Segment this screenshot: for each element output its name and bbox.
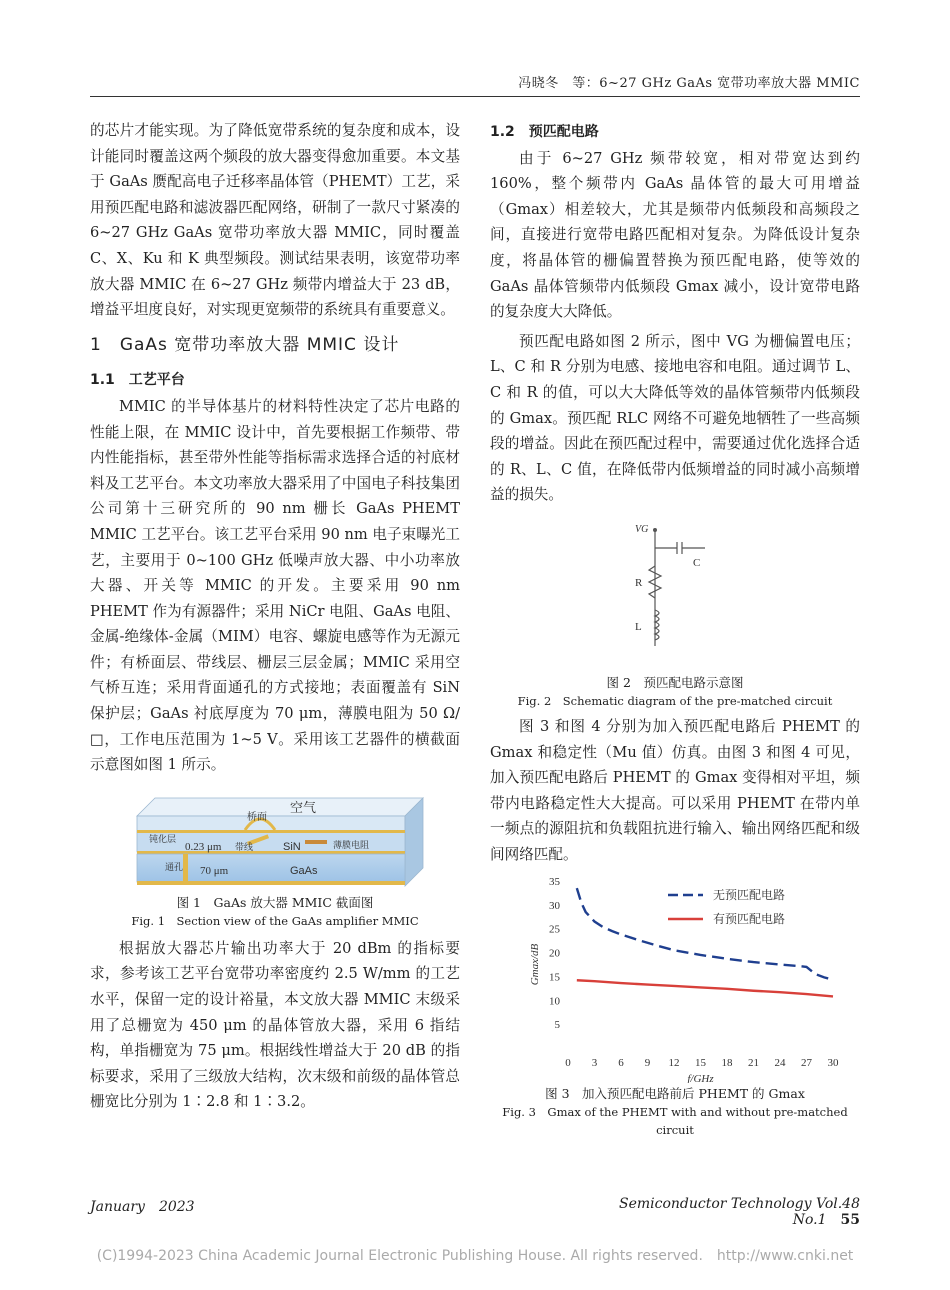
label-stripline: 带线 (235, 841, 254, 852)
y-tick-label: 30 (548, 900, 560, 913)
label-air: 空气 (290, 799, 317, 815)
label-l: L (635, 620, 642, 633)
paragraph-intro-end: 的芯片才能实现。为了降低宽带系统的复杂度和成本，设计能同时覆盖这两个频段的放大器变得愈加重要。本文基于 GaAs 赝配高电子迁移率晶体管（PHEMT）工艺，采用预匹配电路和滤波器匹配网络，研制了一款尺寸紧凑的 6~27 GHz GaAs 宽带功率放大器 MMIC，同时覆盖 C、X、Ku 和 K 典型频段。测试结果表明，该宽带功率放大器 MMIC 在 6~27 GHz 频带内增益大于 23 dB，增益平坦度良好，对实现更宽频带的系统具有重要意义。 (90, 122, 460, 319)
header-rule (90, 96, 860, 97)
x-tick-label: 21 (747, 1057, 759, 1070)
label-passivation: 钝化层 (149, 833, 177, 844)
left-column (90, 118, 460, 1115)
gmax-line-chart (503, 873, 848, 1083)
paragraph-gmax-stability: 图 3 和图 4 分别为加入预匹配电路后 PHEMT 的 Gmax 和稳定性（Mu 值）仿真。由图 3 和图 4 可见，加入预匹配电路后 PHEMT 的 Gmax 变得相对平坦，频带内电路稳定性大大提高。可以采用 PHEMT 在带内单一频点的源阻抗和负载阻抗进行输入、输出网络匹配和级间网络匹配。 (490, 717, 860, 863)
series-line-2 (576, 981, 832, 997)
label-bridge: 桥面 (247, 811, 267, 823)
footer-date: January 2023 (90, 1199, 195, 1215)
figure-3-caption-en: Fig. 3 Gmax of the PHEMT with and without pre-matched circuit (502, 1105, 848, 1138)
x-tick-label: 30 (827, 1057, 838, 1070)
figure-3-caption-zh: 图 3 加入预匹配电路前后 PHEMT 的 Gmax (545, 1086, 805, 1102)
figure-3-chart (503, 873, 848, 1083)
cross-section-diagram (125, 788, 425, 888)
x-tick-label: 12 (668, 1057, 679, 1070)
x-tick-label: 27 (800, 1057, 812, 1070)
label-sin: SiN (283, 840, 301, 853)
label-gaas: GaAs (290, 864, 318, 877)
legend-label-1: 无预匹配电路 (712, 888, 785, 903)
x-tick-label: 18 (721, 1057, 732, 1070)
label-thickness-70: 70 μm (200, 864, 229, 877)
section-heading-1: 1 GaAs 宽带功率放大器 MMIC 设计 (90, 334, 400, 355)
y-axis-label: Gmax/dB (528, 944, 541, 986)
label-vg: VG (635, 523, 649, 535)
section-heading-1-1: 1.1 工艺平台 (90, 372, 185, 389)
label-thickness-023: 0.23 μm (185, 840, 222, 853)
x-tick-label: 9 (644, 1057, 650, 1070)
running-header: 冯晓冬 等：6~27 GHz GaAs 宽带功率放大器 MMIC (518, 76, 860, 91)
x-tick-label: 15 (694, 1057, 706, 1070)
y-tick-label: 15 (548, 971, 560, 984)
figure-2-caption-en: Fig. 2 Schematic diagram of the pre-matched circuit (517, 693, 833, 708)
x-tick-label: 24 (774, 1057, 785, 1070)
label-via: 通孔 (165, 861, 184, 872)
series-line-1 (576, 889, 832, 981)
y-tick-label: 35 (548, 876, 560, 889)
figure-2-caption-zh: 图 2 预匹配电路示意图 (606, 674, 744, 690)
x-tick-label: 0 (564, 1057, 571, 1070)
figure-1-caption-en: Fig. 1 Section view of the GaAs amplifier MMIC (131, 913, 419, 928)
x-tick-label: 3 (591, 1057, 597, 1070)
paragraph-process-platform: MMIC 的半导体基片的材料特性决定了芯片电路的性能上限，在 MMIC 设计中，首先要根据工作频带、带内性能指标，甚至带外性能等指标需求选择合适的衬底材料及工艺平台。本文功率放大器采用了中国电子科技集团公司第十三研究所的 90 nm 栅长 GaAs PHEMT MMIC 工艺平台。该工艺平台采用 90 nm 电子束曝光工艺，主要用于 0~100 GHz 低噪声放大器、中小功率放大器、开关等 MMIC 的开发。主要采用 90 nm PHEMT 作为有源器件；采用 NiCr 电阻、GaAs 电阻、金属-绝缘体-金属（MIM）电容、螺旋电感等作为无源元件；有桥面层、带线层、栅层三层金属；MMIC 采用空气桥互连；采用背面通孔的方式接地；表面覆盖有 SiN 保护层；GaAs 衬底厚度为 70 μm，薄膜电阻为 50 Ω/□，工作电压范围为 1~5 V。采用该工艺器件的横截面示意图如图 1 所示。 (90, 397, 460, 774)
footer-journal (560, 1196, 860, 1228)
y-tick-label: 20 (548, 948, 560, 961)
paragraph-power-design: 根据放大器芯片输出功率大于 20 dBm 的指标要求，参考该工艺平台宽带功率密度约 2.5 W/mm 的工艺水平，保留一定的设计裕量，本文放大器 MMIC 末级采用了总栅宽为 450 μm 的晶体管放大器，采用 6 指结构，单指栅宽为 75 μm。根据线性增益大于 20 dB 的指标要求，采用了三级放大结构，次末级和前级的晶体管总栅宽比分别为 1∶2.8 和 1∶3.2。 (90, 939, 460, 1111)
figure-1-cross-section (125, 788, 425, 888)
paragraph-prematch-intro: 由于 6~27 GHz 频带较宽，相对带宽达到约 160%，整个频带内 GaAs 晶体管的最大可用增益（Gmax）相差较大，尤其是频带内低频段和高频段之间，直接进行宽带电路匹配相对复杂。为降低设计复杂度，将晶体管的栅偏置替换为预匹配电路，使等效的 GaAs 晶体管频带内低频段 Gmax 减小，设计宽带电路的复杂度大大降低。 (490, 149, 860, 321)
figure-2-schematic (615, 518, 735, 658)
right-column (490, 118, 860, 1139)
y-tick-label: 10 (548, 995, 560, 1008)
label-c: C (693, 556, 701, 569)
x-axis-label: f/GHz (686, 1073, 714, 1084)
copyright-notice: (C)1994-2023 China Academic Journal Electronic Publishing House. All rights reserved. http://www.cnki.net (96, 1248, 854, 1264)
prematch-circuit-schematic (615, 518, 735, 658)
section-heading-1-2: 1.2 预匹配电路 (490, 124, 599, 140)
label-thin-film-resistor: 薄膜电阻 (333, 839, 370, 850)
page-number: 55 (840, 1212, 860, 1228)
figure-1-caption-zh: 图 1 GaAs 放大器 MMIC 截面图 (176, 894, 374, 910)
footer-journal-name: Semiconductor Technology Vol.48 No.1 (619, 1196, 860, 1228)
y-tick-label: 25 (548, 924, 560, 937)
x-tick-label: 6 (617, 1057, 624, 1070)
label-r: R (635, 576, 643, 589)
legend-label-2: 有预匹配电路 (712, 912, 785, 927)
y-tick-label: 5 (554, 1019, 560, 1032)
paragraph-prematch-circuit: 预匹配电路如图 2 所示，图中 VG 为栅偏置电压；L、C 和 R 分别为电感、接地电容和电阻。通过调节 L、C 和 R 的值，可以大大降低等效的晶体管频带内低频段的 Gmax。预匹配 RLC 网络不可避免地牺牲了一些高频段的增益。因此在预匹配过程中，需要通过优化选择合适的 R、L、C 值，在降低带内低频增益的同时减小高频增益的损失。 (490, 332, 860, 504)
